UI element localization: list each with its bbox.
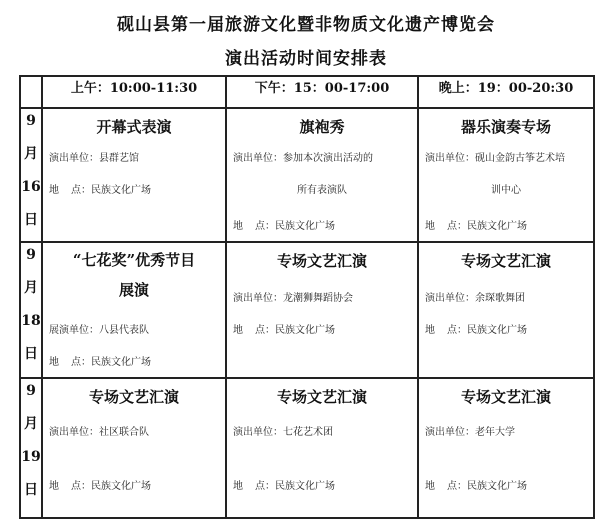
event-unit: 演出单位：余琛歌舞团: [425, 293, 525, 304]
event-location: 地 点：民族文化广场: [425, 325, 527, 336]
event-unit: 演出单位：七花艺术团: [233, 427, 333, 438]
event-cell: [418, 242, 594, 378]
event-location: 地 点：民族文化广场: [233, 221, 335, 232]
table-row: [20, 242, 594, 378]
header-morning: 上午：10:00-11:30: [42, 76, 226, 108]
event-unit: 演出单位：县群艺馆: [49, 153, 139, 164]
event-location: 地 点：民族文化广场: [233, 325, 335, 336]
event-title: 器乐演奏专场: [460, 118, 551, 136]
event-title: “七花奖”优秀节目 展演: [72, 251, 196, 299]
date-cell: 9 月 19 日: [20, 378, 42, 518]
event-location: 地 点：民族文化广场: [49, 185, 151, 196]
date-cell: 9 月 16 日: [20, 108, 42, 242]
event-location: 地 点：民族文化广场: [49, 357, 151, 368]
event-location: 地 点：民族文化广场: [233, 481, 335, 492]
schedule-table: [19, 75, 595, 519]
event-cell: [226, 108, 418, 242]
table-row: [20, 108, 594, 242]
event-cell: [226, 242, 418, 378]
event-cell: [418, 108, 594, 242]
page-subtitle: 演出活动时间安排表: [225, 49, 387, 69]
event-title: 专场文艺汇演: [460, 388, 551, 406]
event-location: 地 点：民族文化广场: [425, 221, 527, 232]
event-title: 专场文艺汇演: [276, 252, 367, 270]
event-cell: [418, 378, 594, 518]
event-unit-cont: 训中心: [491, 185, 521, 196]
event-cell: [42, 378, 226, 518]
event-title: 旗袍秀: [299, 118, 345, 136]
event-title: 专场文艺汇演: [88, 388, 179, 406]
header-afternoon: 下午：15：00-17:00: [226, 76, 418, 108]
event-location: 地 点：民族文化广场: [49, 481, 151, 492]
date-cell: 9 月 18 日: [20, 242, 42, 378]
event-title: 专场文艺汇演: [460, 252, 551, 270]
event-unit-cont: 所有表演队: [297, 185, 347, 196]
event-cell: [42, 108, 226, 242]
event-unit: 演出单位：参加本次演出活动的: [233, 153, 373, 164]
page-title: 砚山县第一届旅游文化暨非物质文化遗产博览会: [117, 15, 495, 35]
table-row: [20, 378, 594, 518]
event-unit: 演出单位：社区联合队: [49, 427, 149, 438]
event-title: 专场文艺汇演: [276, 388, 367, 406]
event-title: 开幕式表演: [96, 118, 172, 136]
event-cell: [226, 378, 418, 518]
event-cell: [42, 242, 226, 378]
event-location: 地 点：民族文化广场: [425, 481, 527, 492]
event-unit: 演出单位：老年大学: [425, 427, 515, 438]
event-unit: 演出单位：砚山金韵古筝艺术培: [425, 153, 565, 164]
event-unit: 演出单位：龙潮狮舞蹈协会: [233, 293, 353, 304]
event-unit: 展演单位：八县代表队: [49, 325, 149, 336]
corner-cell: [20, 76, 42, 108]
header-evening: 晚上：19：00-20:30: [418, 76, 594, 108]
